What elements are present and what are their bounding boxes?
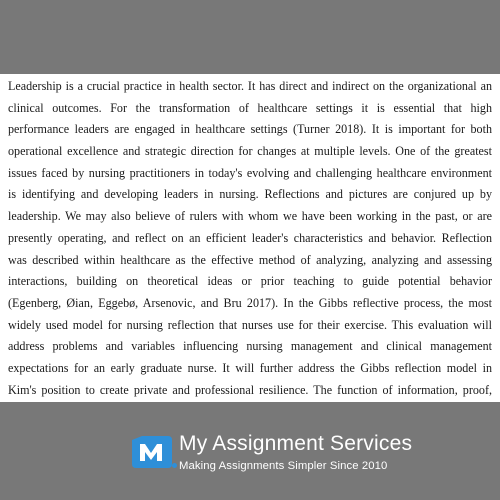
document-line: Leadership is a crucial practice in health sector. It has direct and indirect on the organizational an [8,79,492,93]
document-line: presently operating, and reflect on an efficient leader's characteristics and behavior. Reflection [8,230,492,245]
document-line: (Egenberg, Øian, Eggebø, Arsenovic, and Bru 2017). In the Gibbs reflective process, the most [8,295,492,310]
tagline-bullet-icon [172,463,177,468]
document-line: widely used model for nursing reflection that nurses use for their exercise. This evaluation will [8,317,492,332]
document-line: interactions, building on theoretical ideas or prior teaching to guide potential behavior [8,274,492,289]
document-line: expectations for an early graduate nurse. It will further address the Gibbs reflection model in [8,360,492,375]
document-body [8,76,492,401]
document-excerpt [0,74,500,402]
brand-watermark [128,432,413,482]
brand-name: My Assignment Services [179,432,413,455]
document-line: address problems and variables influencing nursing management and clinical management [8,339,492,354]
document-line: clinical outcomes. For the transformation of healthcare settings it is essential that high [8,100,492,115]
document-line: Kim's position to create private and professional resilience. The function of information, proof, [8,382,492,397]
document-line: performance leaders are engaged in healthcare settings (Turner 2018). It is important for both [8,122,492,137]
brand-tagline: Making Assignments Simpler Since 2010 [179,460,388,472]
document-line: is identifying and developing leaders in nursing. Reflections and pictures are conjured up by [8,187,492,202]
document-line: operational excellence and strategic direction for changes at multiple levels. One of the greatest [8,144,492,159]
document-line: was described within healthcare as the effective method of analyzing, analyzing and assessing [8,252,492,267]
document-line: issues faced by nursing practitioners in today's evolving and challenging healthcare environment [8,165,492,180]
m-letter-logo-icon [128,434,174,470]
document-line: leadership. We may also believe of rulers with whom we have been working in the past, or are [8,209,492,224]
